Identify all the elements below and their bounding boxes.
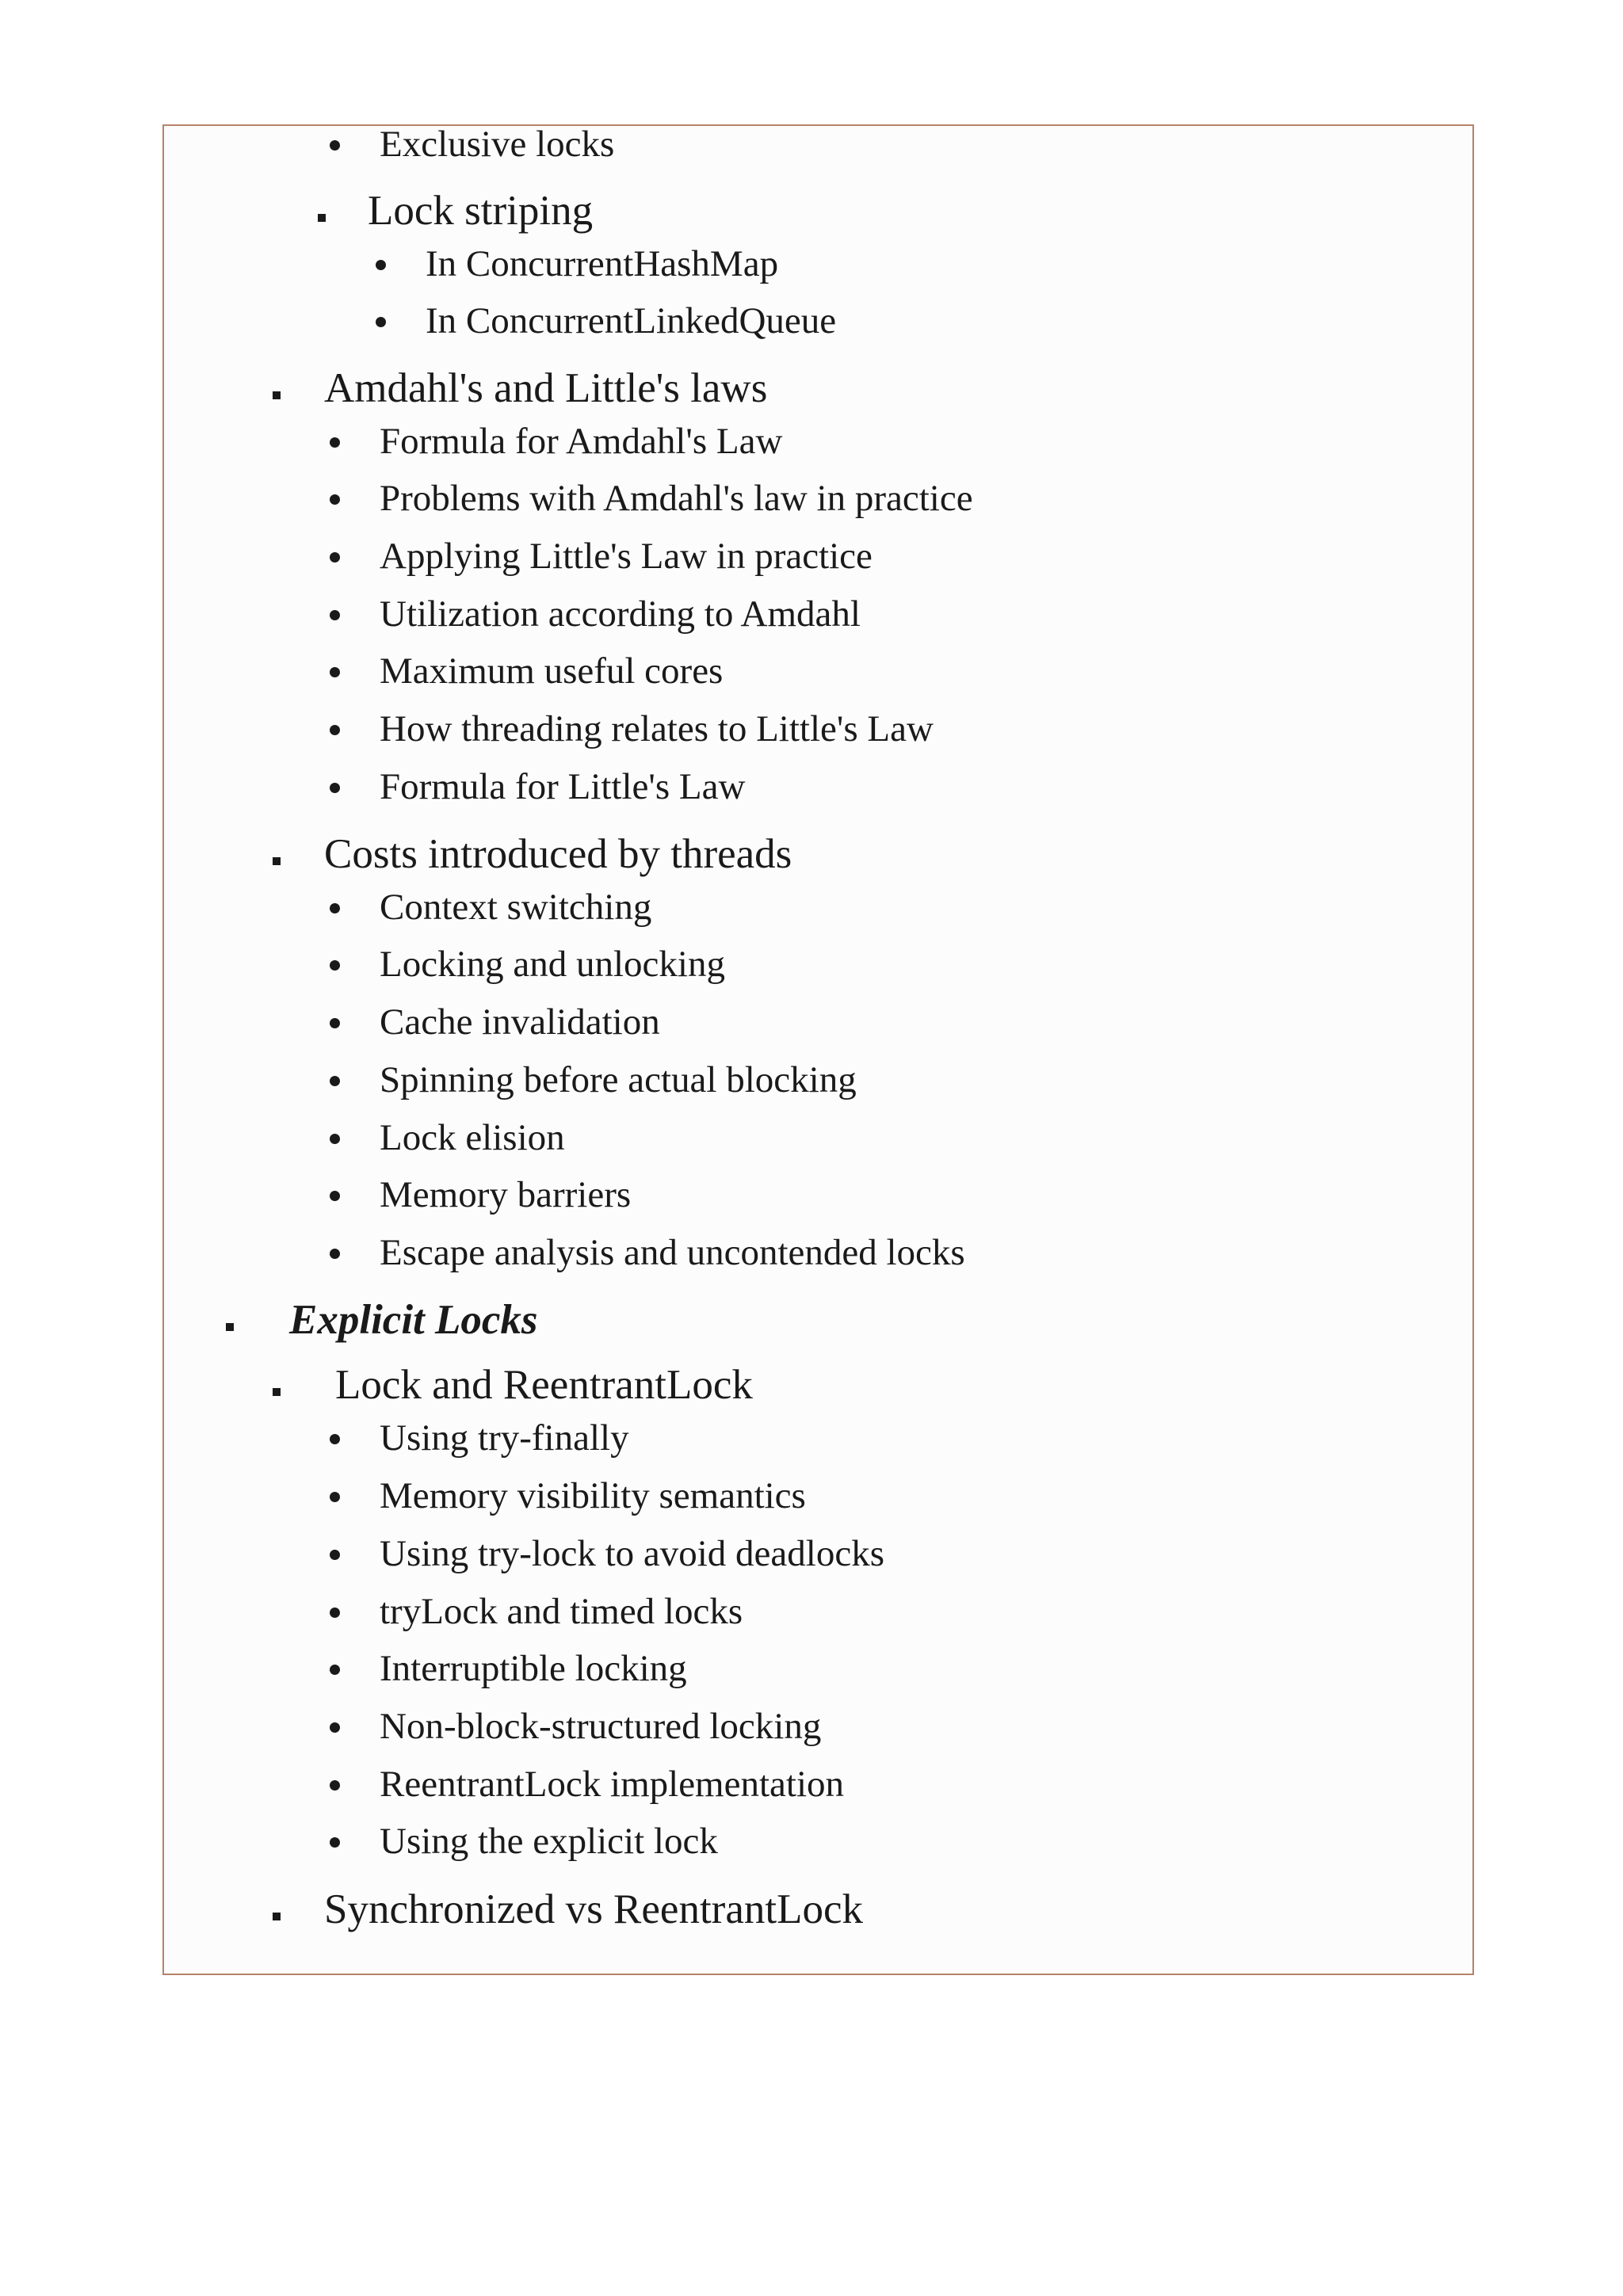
outline-item-label: Lock and ReentrantLock [335, 1362, 753, 1408]
bullet-icon [330, 1722, 340, 1733]
outline-item [164, 946, 1472, 1003]
bullet-icon [330, 1550, 340, 1560]
outline-item-label: Exclusive locks [380, 124, 615, 165]
outline-item [164, 1823, 1472, 1880]
outline-item-label: Using try-finally [380, 1417, 629, 1459]
bullet-icon [330, 437, 340, 448]
outline-item-label: Using the explicit lock [380, 1821, 718, 1862]
outline-item [164, 650, 1472, 710]
outline-item-label: Lock striping [368, 188, 594, 234]
outline-item [164, 1475, 1472, 1535]
square-bullet-icon [273, 391, 281, 399]
outline-item-label: Memory barriers [380, 1174, 632, 1215]
outline-item [164, 1059, 1472, 1119]
outline-item [164, 1535, 1472, 1592]
outline-item [164, 1882, 1472, 1939]
outline-item-label: Spinning before actual blocking [380, 1059, 857, 1100]
outline-item-label: ReentrantLock implementation [380, 1764, 845, 1805]
outline-item [164, 889, 1472, 946]
bullet-icon [330, 140, 340, 151]
outline-item [164, 1174, 1472, 1234]
bullet-icon [330, 1837, 340, 1848]
outline-item [164, 1119, 1472, 1177]
outline-item-label: How threading relates to Little's Law [380, 708, 934, 749]
bullet-icon [330, 1076, 340, 1086]
outline-item [164, 1708, 1472, 1765]
outline-item-label: Maximum useful cores [380, 650, 724, 692]
outline-item-label: Escape analysis and uncontended locks [380, 1232, 965, 1273]
bullet-icon [330, 610, 340, 620]
outline-item-label: Interruptible locking [380, 1648, 687, 1689]
square-bullet-icon [273, 1388, 281, 1396]
outline-item [164, 184, 1472, 241]
bullet-icon [330, 1191, 340, 1201]
bullet-icon [330, 960, 340, 971]
outline-item [164, 126, 1472, 183]
outline-item-label: Synchronized vs ReentrantLock [324, 1886, 863, 1932]
outline-item [164, 480, 1472, 537]
outline-item [164, 300, 1472, 360]
outline-item [164, 538, 1472, 595]
outline-item [164, 1766, 1472, 1823]
outline-item-label: Non-block-structured locking [380, 1706, 822, 1747]
square-bullet-icon [273, 1913, 281, 1920]
square-bullet-icon [273, 857, 281, 865]
outline-frame [162, 124, 1474, 1975]
outline-item [164, 1001, 1472, 1061]
outline-item [164, 1417, 1472, 1477]
outline-item [164, 423, 1472, 480]
outline-item-label: Lock elision [380, 1117, 565, 1158]
outline-item-label: Cache invalidation [380, 1001, 660, 1043]
outline-item [164, 593, 1472, 653]
outline-item-label: Memory visibility semantics [380, 1475, 806, 1516]
outline-item [164, 766, 1472, 826]
bullet-icon [330, 725, 340, 735]
outline-item-label: Utilization according to Amdahl [380, 593, 861, 635]
outline-item [164, 1650, 1472, 1707]
bullet-icon [376, 260, 386, 270]
outline-item [164, 708, 1472, 768]
bullet-icon [330, 1780, 340, 1791]
outline-item-label: Context switching [380, 887, 652, 928]
outline-item [164, 1234, 1472, 1291]
outline-item-label: Locking and unlocking [380, 944, 725, 985]
outline-item [164, 243, 1472, 303]
bullet-icon [330, 1608, 340, 1618]
outline-item-label: Using try-lock to avoid deadlocks [380, 1533, 884, 1574]
bullet-icon [330, 552, 340, 563]
outline-item [164, 361, 1472, 418]
bullet-icon [330, 903, 340, 913]
square-bullet-icon [318, 214, 326, 222]
outline-item-label: Formula for Amdahl's Law [380, 421, 783, 462]
bullet-icon [330, 1665, 340, 1675]
bullet-icon [330, 783, 340, 793]
outline-item-label: In ConcurrentHashMap [426, 243, 779, 284]
outline-item-label: Amdahl's and Little's laws [324, 365, 768, 411]
bullet-icon [330, 1434, 340, 1444]
outline-item [164, 1358, 1472, 1415]
bullet-icon [330, 1492, 340, 1502]
outline-item [164, 1593, 1472, 1650]
outline-item-label: tryLock and timed locks [380, 1591, 743, 1632]
bullet-icon [330, 667, 340, 677]
bullet-icon [330, 1249, 340, 1259]
outline-item [164, 827, 1472, 884]
outline-item-label: In ConcurrentLinkedQueue [426, 300, 837, 341]
outline-item-label: Costs introduced by threads [324, 831, 792, 877]
outline-item-label: Explicit Locks [289, 1297, 538, 1343]
outline-item-label: Formula for Little's Law [380, 766, 746, 807]
outline-item-label: Applying Little's Law in practice [380, 536, 873, 577]
bullet-icon [330, 1134, 340, 1144]
square-bullet-icon [226, 1323, 234, 1331]
bullet-icon [330, 494, 340, 505]
bullet-icon [330, 1018, 340, 1028]
bullet-icon [376, 317, 386, 327]
outline-item-label: Problems with Amdahl's law in practice [380, 478, 973, 519]
outline-item [164, 1293, 1472, 1350]
